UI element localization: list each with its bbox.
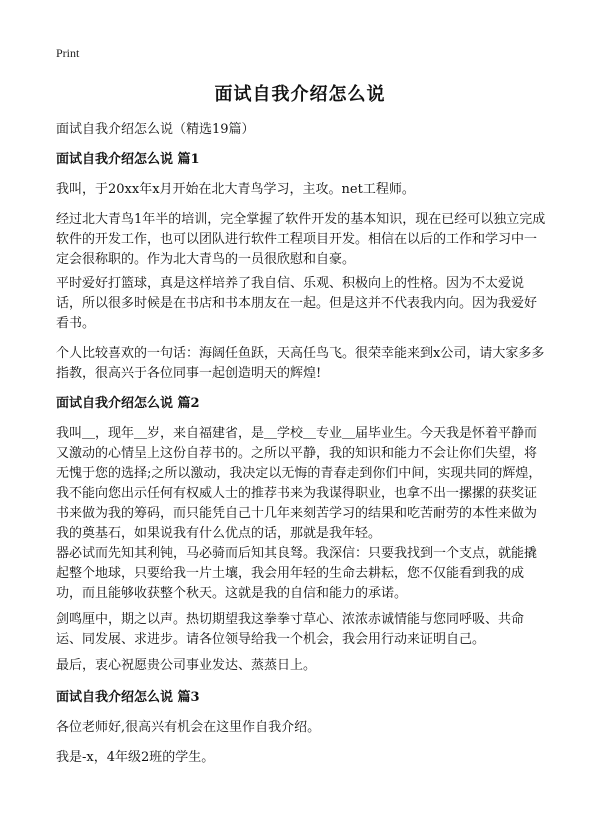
- paragraph-text: 器必试而先知其利钝，马必骑而后知其良驽。我深信：只要我找到一个支点，就能撬起整个地球，只要给我一片土壤，我会用年轻的生命去耕耘，您不仅能看到我的成功，而且能够收获整个秋天。这就是我的自信和能力的承诺。: [56, 546, 538, 601]
- paragraph-text: 经过北大青鸟1年半的培训，完全掌握了软件开发的基本知识，现在已经可以独立完成软件的开发工作，也可以团队进行软件工程项目开发。相信在以后的工作和学习中一定会很称职的。作为北大青鸟的一员很欣慰和自豪。: [56, 212, 546, 267]
- section-1-paragraph-1: [56, 180, 548, 200]
- section-3-paragraph-1: [56, 718, 548, 738]
- page-title: 面试自我介绍怎么说: [214, 84, 386, 105]
- paragraph-text: 剑鸣厘中，期之以声。热切期望我这拳拳寸草心、浓浓赤诚情能与您同呼吸、共命运、同发展、求进步。请各位领导给我一个机会，我会用行动来证明自己。: [56, 612, 525, 647]
- document-subtitle: 面试自我介绍怎么说（精选19篇）: [56, 122, 255, 137]
- section-1-paragraph-2: [56, 210, 548, 270]
- section-2-paragraph-4: [56, 656, 548, 676]
- section-2-paragraph-2: [56, 544, 548, 604]
- section-1-paragraph-4: [56, 344, 548, 384]
- paragraph-text: 平时爱好打篮球，真是这样培养了我自信、乐观、积极向上的性格。因为不太爱说话，所以很多时候是在书店和书本朋友在一起。但是这并不代表我内向。因为我爱好看书。: [56, 276, 538, 331]
- print-label[interactable]: Print: [56, 46, 80, 60]
- section-heading-1: 面试自我介绍怎么说 篇1: [56, 152, 200, 167]
- section-2-paragraph-3: [56, 610, 548, 650]
- paragraph-text: 最后，衷心祝愿贵公司事业发达、蒸蒸日上。: [56, 658, 317, 673]
- section-heading-3: 面试自我介绍怎么说 篇3: [56, 690, 200, 705]
- paragraph-text: 我叫＿，现年＿岁，来自福建省，是＿学校＿专业＿届毕业生。今天我是怀着平静而又激动的心情呈上这份自荐书的。之所以平静，我的知识和能力不会让你们失望，将无愧于您的选择;之所以激动，我决定以无悔的青春走到你们中间，实现共同的辉煌，我不能向您出示任何有权威人士的推荐书来为我谋得职业，也拿不出一摞摞的获奖证书来做为我的筹码，而只能凭自己十几年来刻苦学习的结果和吃苦耐劳的本性来做为我的奠基石，如果说我有什么优点的话，那就是我年轻。: [56, 426, 542, 541]
- section-2-paragraph-1: [56, 424, 548, 544]
- section-heading-2: 面试自我介绍怎么说 篇2: [56, 396, 200, 411]
- section-3-paragraph-2: [56, 748, 548, 768]
- paragraph-text: 我叫，于20xx年x月开始在北大青鸟学习，主攻。net工程师。: [56, 182, 415, 197]
- paragraph-text: 个人比较喜欢的一句话：海阔任鱼跃，天高任鸟飞。很荣幸能来到x公司，请大家多多指教，很高兴于各位同事一起创造明天的辉煌!: [56, 346, 545, 381]
- paragraph-text: 各位老师好,很高兴有机会在这里作自我介绍。: [56, 720, 321, 735]
- paragraph-text: 我是-x，4年级2班的学生。: [56, 750, 215, 765]
- section-1-paragraph-3: [56, 274, 548, 334]
